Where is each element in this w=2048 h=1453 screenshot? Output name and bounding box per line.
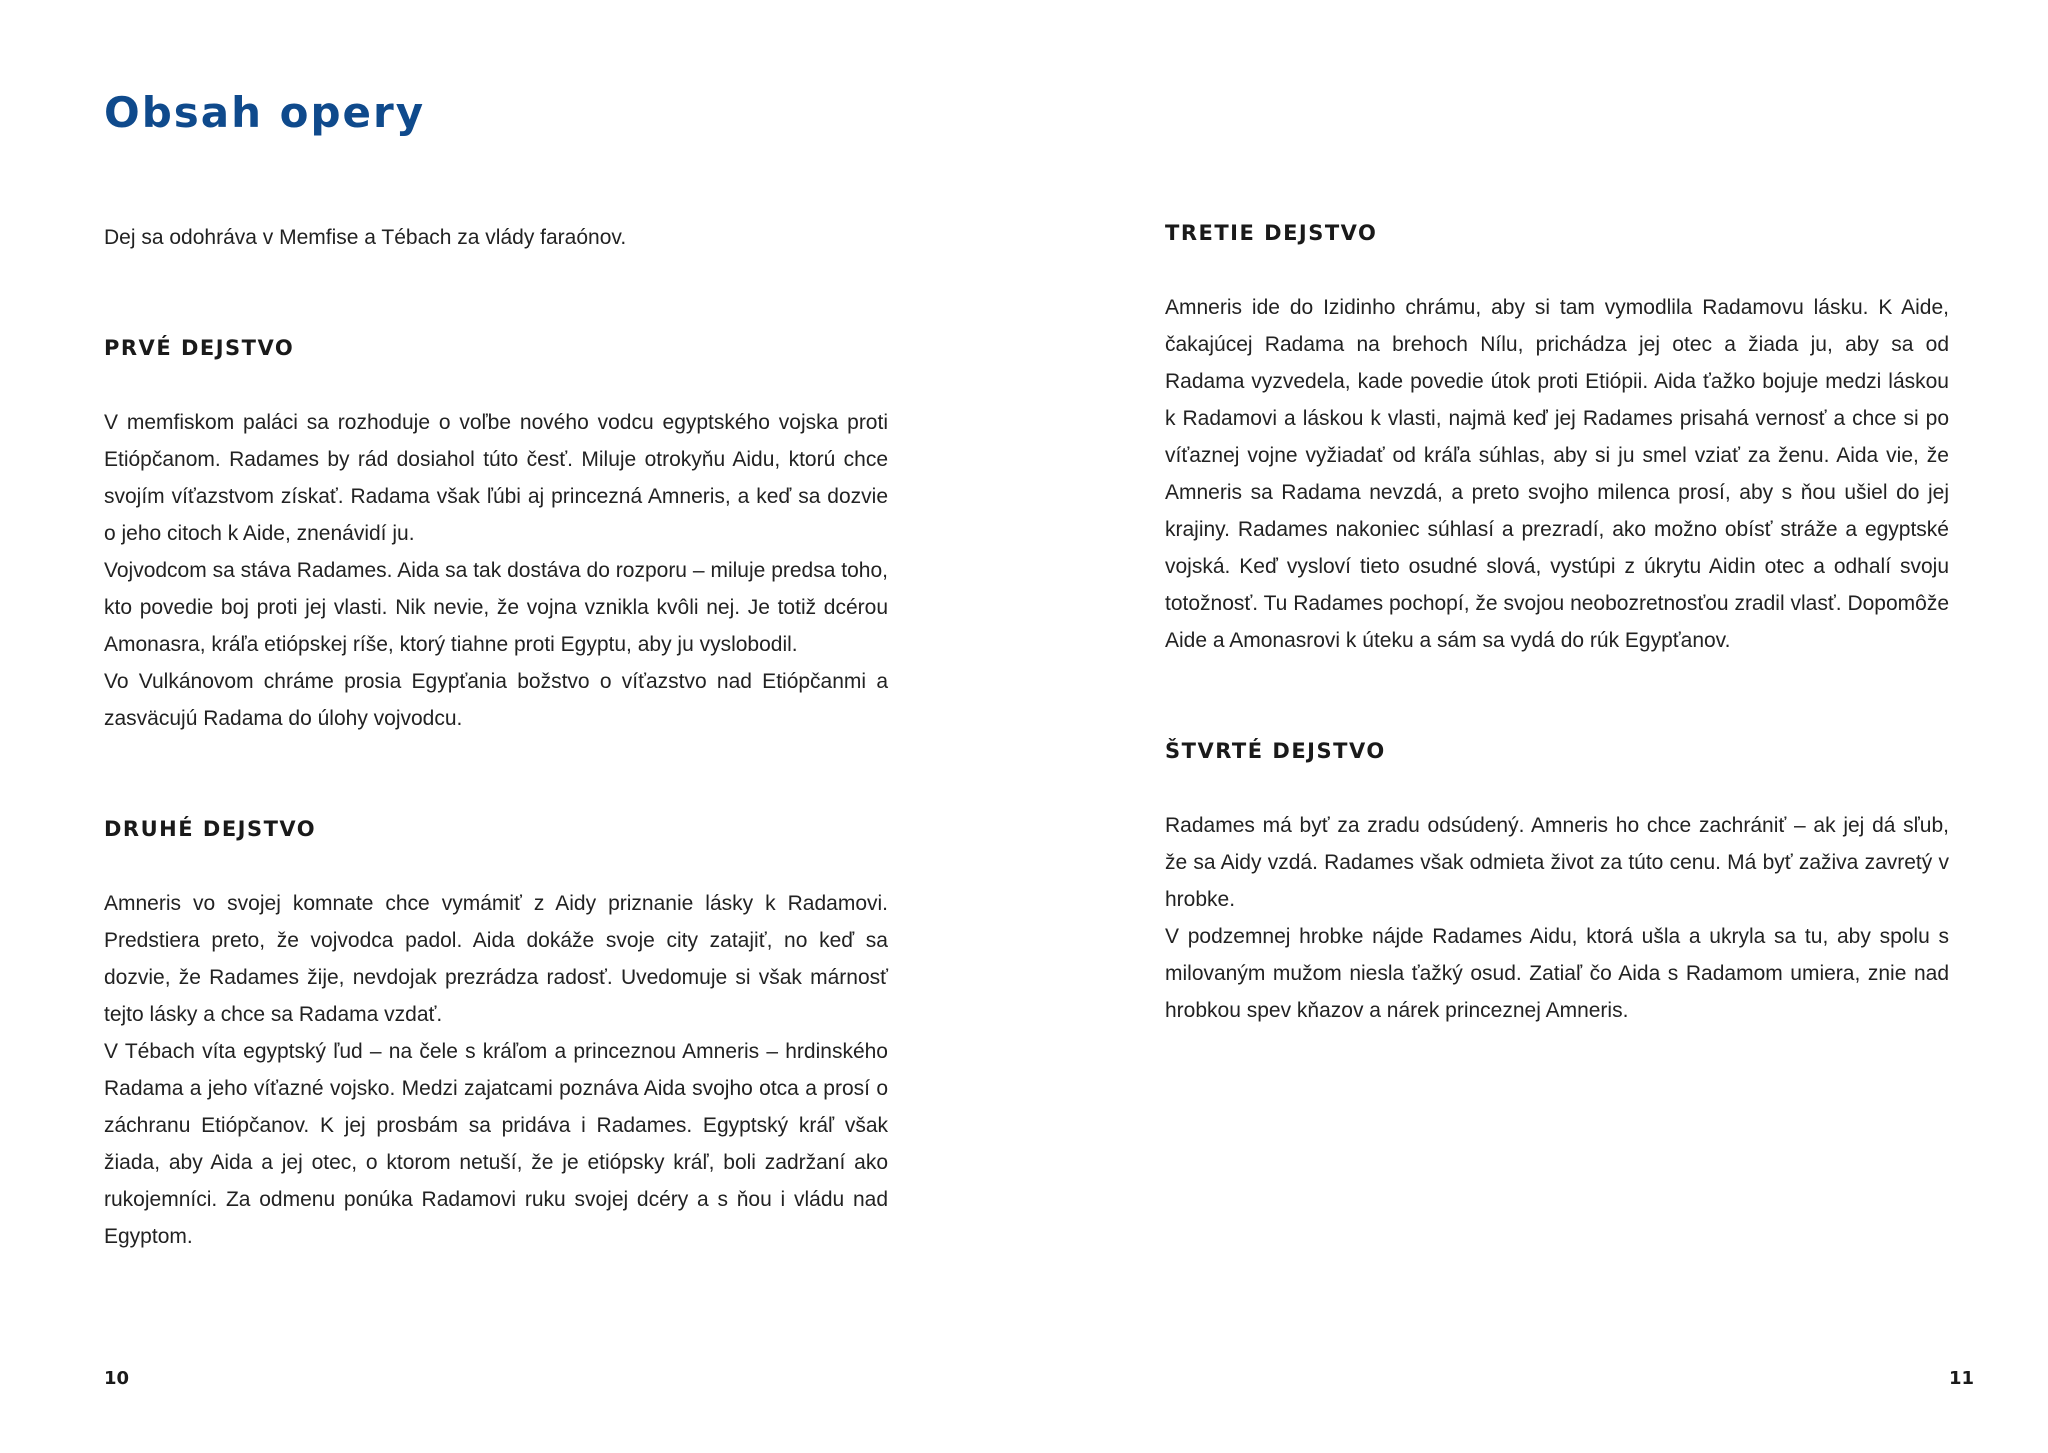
act-1-heading: PRVÉ DEJSTVO bbox=[104, 336, 295, 360]
act-4-heading: ŠTVRTÉ DEJSTVO bbox=[1165, 739, 1386, 763]
act-1-paragraph-2: Vojvodcom sa stáva Radames. Aida sa tak dostáva do rozporu – miluje predsa toho, kto povedie boj proti jej vlasti. Nik nevie, že vojna vznikla kvôli nej. Je totiž dcérou Amonasra, kráľa etiópskej ríše, ktorý tiahne proti Egyptu, aby ju vyslobodil. bbox=[104, 559, 888, 656]
right-column bbox=[1165, 215, 1949, 1029]
act-1-section bbox=[104, 330, 888, 737]
page-number-left: 10 bbox=[104, 1368, 130, 1389]
act-4-paragraph-2: V podzemnej hrobke nájde Radames Aidu, ktorá ušla a ukryla sa tu, aby spolu s milovaným mužom niesla ťažký osud. Zatiaľ čo Aida s Radamom umiera, znie nad hrobkou spev kňazov a nárek princeznej Amneris. bbox=[1165, 925, 1949, 1022]
act-1-paragraph-3: Vo Vulkánovom chráme prosia Egypťania božstvo o víťazstvo nad Etiópčanmi a zasväcujú Radama do úlohy vojvodcu. bbox=[104, 670, 888, 730]
act-1-text bbox=[104, 404, 888, 737]
act-2-paragraph-1: Amneris vo svojej komnate chce vymámiť z Aidy priznanie lásky k Radamovi. Predstiera preto, že vojvodca padol. Aida dokáže svoje city zatajiť, no keď sa dozvie, že Radames žije, nevdojak prezrádza radosť. Uvedomuje si však márnosť tejto lásky a chce sa Radama vzdať. bbox=[104, 892, 888, 1026]
act-4-paragraph-1: Radames má byť za zradu odsúdený. Amneris ho chce zachrániť – ak jej dá sľub, že sa Aidy vzdá. Radames však odmieta život za túto cenu. Má byť zaživa zavretý v hrobke. bbox=[1165, 814, 1949, 911]
act-3-paragraph-1: Amneris ide do Izidinho chrámu, aby si tam vymodlila Radamovu lásku. K Aide, čakajúcej Radama na brehoch Nílu, prichádza jej otec a žiada ju, aby sa od Radama vyzvedela, kade povedie útok proti Etiópii. Aida ťažko bojuje medzi láskou k Radamovi a láskou k vlasti, najmä keď jej Radames prisahá vernosť a chce si po víťaznej vojne vyžiadať od kráľa súhlas, aby si ju smel vziať za ženu. Aida vie, že Amneris sa Radama nevzdá, a preto svojho milenca prosí, aby s ňou ušiel do jej krajiny. Radames nakoniec súhlasí a prezradí, ako možno obísť stráže a egyptské vojská. Keď vysloví tieto osudné slová, vystúpi z úkrytu Aidin otec a odhalí svoju totožnosť. Tu Radames pochopí, že svojou neobozretnosťou zradil vlasť. Dopomôže Aide a Amonasrovi k úteku a sám sa vydá do rúk Egypťanov. bbox=[1165, 296, 1949, 652]
intro-text: Dej sa odohráva v Memfise a Tébach za vlády faraónov. bbox=[104, 226, 627, 249]
act-4-section bbox=[1165, 733, 1949, 1029]
act-3-section bbox=[1165, 215, 1949, 659]
act-3-text bbox=[1165, 289, 1949, 659]
page-title: Obsah opery bbox=[104, 88, 426, 137]
act-2-paragraph-2: V Tébach víta egyptský ľud – na čele s kráľom a princeznou Amneris – hrdinského Radama a jeho víťazné vojsko. Medzi zajatcami poznáva Aida svojho otca a prosí o záchranu Etiópčanov. K jej prosbám sa pridáva i Radames. Egyptský kráľ však žiada, aby Aida a jej otec, o ktorom netuší, že je etiópsky kráľ, boli zadržaní ako rukojemníci. Za odmenu ponúka Radamovi ruku svojej dcéry a s ňou i vládu nad Egyptom. bbox=[104, 1040, 888, 1248]
act-2-section bbox=[104, 811, 888, 1255]
act-3-heading: TRETIE DEJSTVO bbox=[1165, 221, 1378, 245]
act-2-heading: DRUHÉ DEJSTVO bbox=[104, 817, 317, 841]
page-number-right: 11 bbox=[1948, 1368, 1974, 1389]
act-1-paragraph-1: V memfiskom paláci sa rozhoduje o voľbe nového vodcu egyptského vojska proti Etiópčanom. Radames by rád dosiahol túto česť. Miluje otrokyňu Aidu, ktorú chce svojím víťazstvom získať. Radama však ľúbi aj princezná Amneris, a keď sa dozvie o jeho citoch k Aide, znenávidí ju. bbox=[104, 411, 888, 545]
act-4-text bbox=[1165, 807, 1949, 1029]
act-2-text bbox=[104, 885, 888, 1255]
right-page bbox=[1024, 0, 2048, 1453]
left-column bbox=[104, 219, 888, 1255]
